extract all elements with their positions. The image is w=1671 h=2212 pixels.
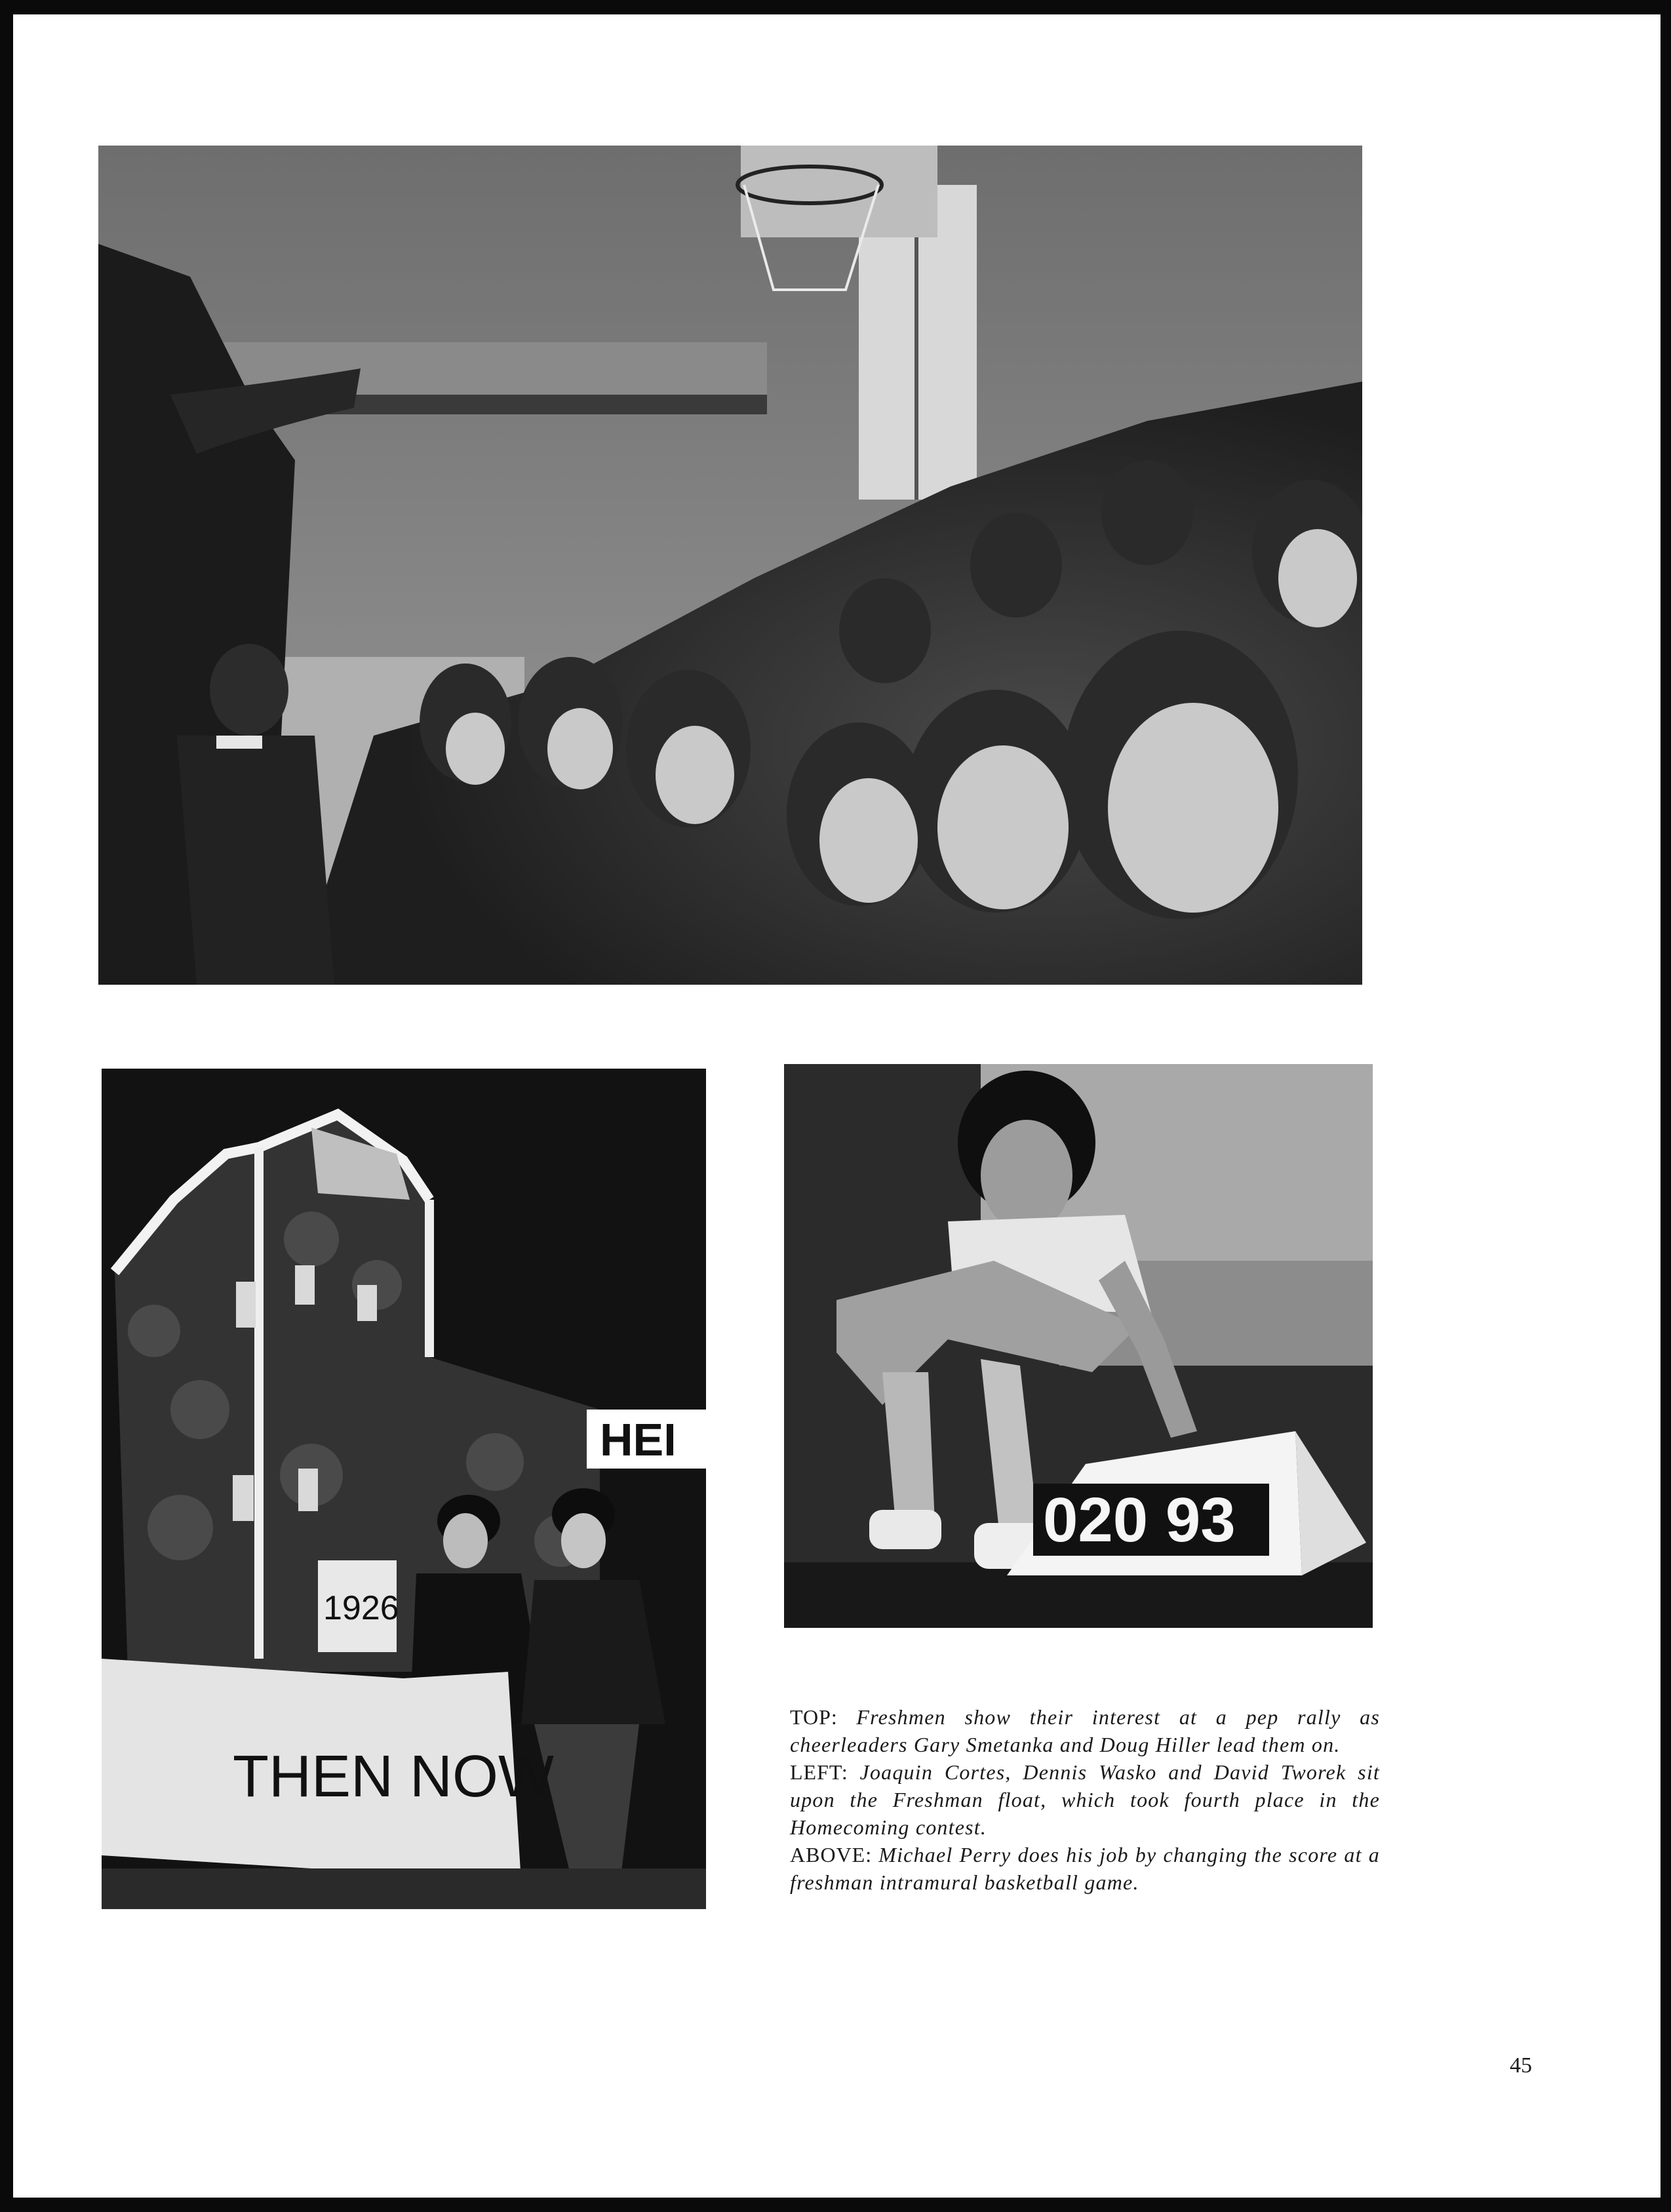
caption-left-text: Joaquin Cortes, Dennis Wasko and David Tworek sit upon the Freshman float, which took fourth place in the Homecoming contest. — [790, 1760, 1380, 1839]
scoreboard-digits: 020 93 — [1043, 1485, 1236, 1555]
scan-right-edge — [1661, 0, 1671, 2212]
float-sign-text: HEI — [600, 1414, 677, 1465]
caption-left — [790, 1758, 1380, 1841]
scan-left-edge — [0, 0, 13, 2212]
caption-above-label: ABOVE: — [790, 1843, 873, 1866]
caption-top — [790, 1703, 1380, 1758]
photo-captions — [790, 1703, 1380, 1896]
photo-pep-rally — [98, 146, 1362, 985]
caption-top-label: TOP: — [790, 1705, 838, 1729]
float-year-text: 1926 — [323, 1589, 399, 1627]
float-banner-text: THEN NOW — [233, 1744, 554, 1809]
caption-left-label: LEFT: — [790, 1760, 848, 1784]
scan-bottom-edge — [0, 2198, 1671, 2212]
scan-top-edge — [0, 0, 1671, 14]
photo-scoreboard — [784, 1064, 1373, 1628]
caption-above-text: Michael Perry does his job by changing the score at a freshman intramural basketball game. — [790, 1843, 1380, 1894]
caption-top-text: Freshmen show their interest at a pep rally as cheerleaders Gary Smetanka and Doug Hiller lead them on. — [790, 1705, 1380, 1756]
caption-above — [790, 1841, 1380, 1896]
photo-freshman-float — [102, 1069, 706, 1909]
page-number: 45 — [1510, 2053, 1532, 2078]
